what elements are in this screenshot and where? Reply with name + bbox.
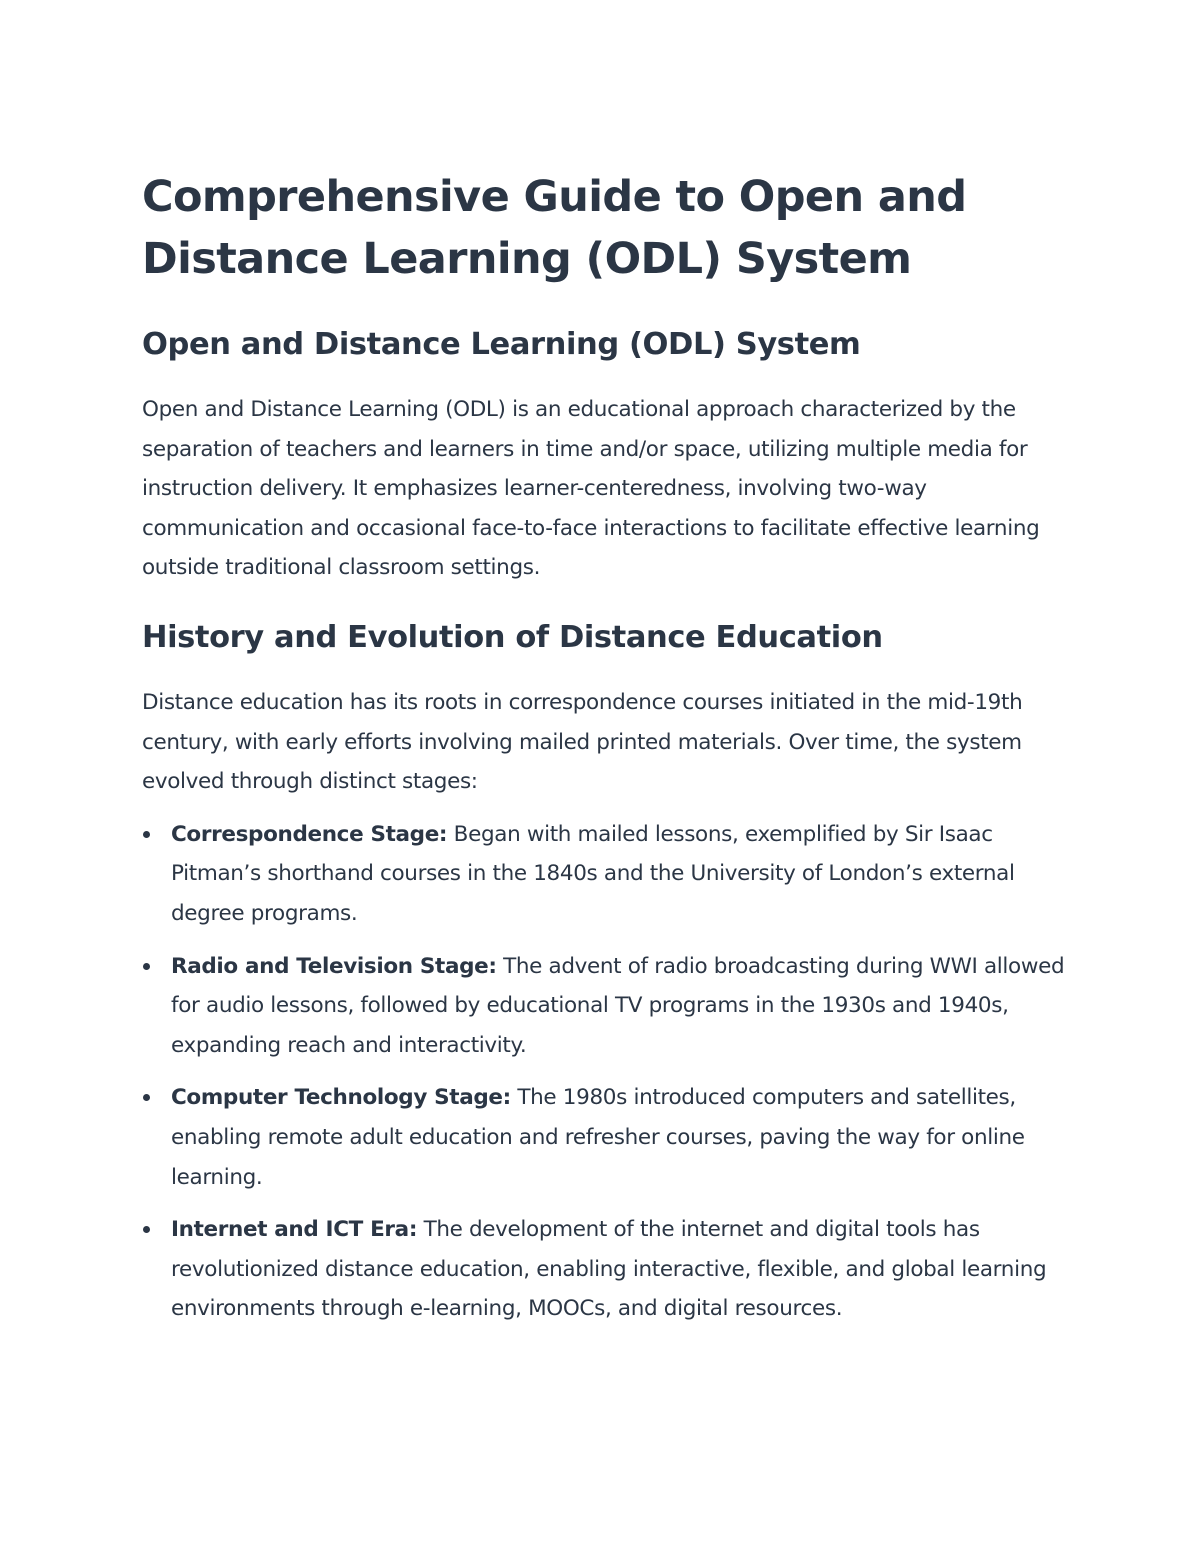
section-heading-odl-system: Open and Distance Learning (ODL) System bbox=[142, 327, 861, 362]
section-heading-history: History and Evolution of Distance Education bbox=[142, 619, 883, 655]
stage-label: Internet and ICT Era: bbox=[171, 1217, 418, 1243]
stage-label: Radio and Television Stage: bbox=[171, 953, 497, 979]
stage-label: Correspondence Stage: bbox=[171, 821, 448, 847]
stage-text: Began with mailed lessons, exemplified by Sir Isaac Pitman’s shorthand courses in the 1840s and the University of London’s external degree programs. bbox=[171, 821, 1015, 926]
document-title: Comprehensive Guide to Open and Distance Learning (ODL) System bbox=[142, 172, 967, 284]
section-paragraph-odl-system: Open and Distance Learning (ODL) is an educational approach characterized by the separation of teachers and learners in time and/or space, utilizing multiple media for instruction delivery. It emphasizes learner-centeredness, involving two-way communication and occasional face-to-face interactions to facilitate effective learning outside traditional classroom settings. bbox=[142, 397, 1040, 581]
stage-text: The development of the internet and digital tools has revolutionized distance education, enabling interactive, flexible, and global learning environments through e-learning, MOOCs, and digital resources. bbox=[171, 1217, 1047, 1322]
bullet-icon bbox=[143, 963, 150, 970]
list-item bbox=[142, 1078, 1072, 1197]
bullet-icon bbox=[143, 1094, 150, 1101]
section-paragraph-history: Distance education has its roots in correspondence courses initiated in the mid-19th century, with early efforts involving mailed printed materials. Over time, the system evolved through distinct stages: bbox=[142, 689, 1023, 795]
bullet-icon bbox=[143, 1226, 150, 1233]
list-item bbox=[142, 1210, 1072, 1329]
stage-text: The advent of radio broadcasting during WWI allowed for audio lessons, followed by educational TV programs in the 1930s and 1940s, expanding reach and interactivity. bbox=[171, 953, 1065, 1058]
stage-text: The 1980s introduced computers and satellites, enabling remote adult education and refresher courses, paving the way for online learning. bbox=[171, 1085, 1025, 1190]
document-page bbox=[142, 166, 1072, 1342]
stages-list bbox=[142, 815, 1072, 1329]
list-item bbox=[142, 815, 1072, 934]
stage-label: Computer Technology Stage: bbox=[171, 1085, 511, 1111]
bullet-icon bbox=[143, 831, 150, 838]
list-item bbox=[142, 947, 1072, 1066]
